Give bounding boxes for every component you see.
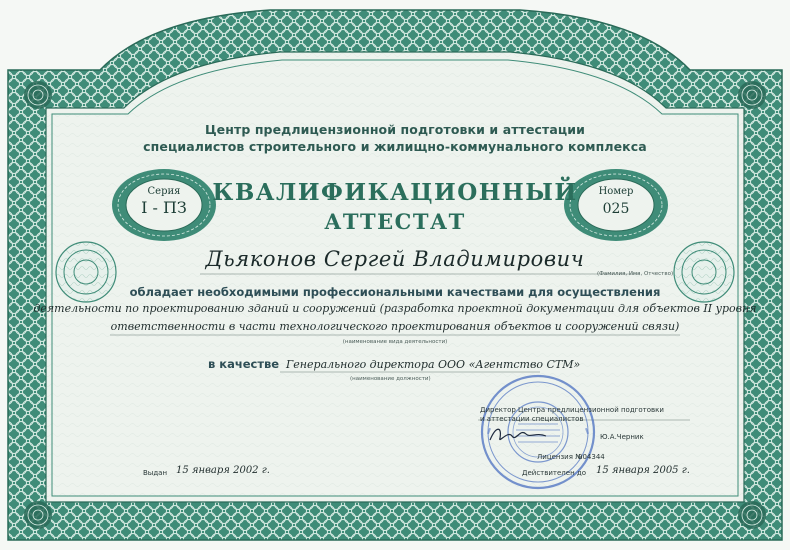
holder-name: Дьяконов Сергей Владимирович [205,247,585,271]
valid-until-label: Действителен до [522,469,587,477]
certificate-title-line-1: КВАЛИФИКАЦИОННЫЙ [212,179,578,206]
name-caption: (Фамилия, Имя, Отчество) [597,271,674,277]
license-number: 004344 [578,453,605,461]
org-line-1: Центр предлицензионной подготовки и аттестации [204,122,586,137]
signer-name: Ю.А.Черник [600,433,644,441]
issued-date: 15 января 2002 г. [176,465,270,476]
license-label: Лицензия № [537,453,583,461]
org-line-2: специалистов строительного и жилищно-коммунального комплекса [143,139,647,154]
activity-line-1: деятельности по проектированию зданий и сооружений (разработка проектной документации для объектов II уровня [33,302,757,315]
signer-title-line-1: Директор Центра предлицензионной подготовки [480,406,664,414]
certificate-title-line-2: АТТЕСТАТ [324,209,466,234]
role-value: Генерального директора ООО «Агентство СТМ» [286,358,581,371]
number-value: 025 [602,201,630,217]
activity-caption: (наименование вида деятельности) [342,339,448,345]
valid-until-date: 15 января 2005 г. [596,465,690,476]
role-label: в качестве [208,357,280,371]
series-value: I - ПЗ [141,198,187,217]
series-label: Серия [147,186,181,197]
qualification-intro: обладает необходимыми профессиональными качествами для осуществления [129,285,661,299]
signer-title-line-2: и аттестации специалистов [480,415,584,423]
role-caption: (наименование должности) [350,376,431,382]
number-label: Номер [598,186,634,197]
activity-line-2: ответственности в части технологического проектирования объектов и сооружений связи) [110,320,680,333]
signature-mark [486,424,556,446]
issued-label: Выдан [143,469,168,477]
